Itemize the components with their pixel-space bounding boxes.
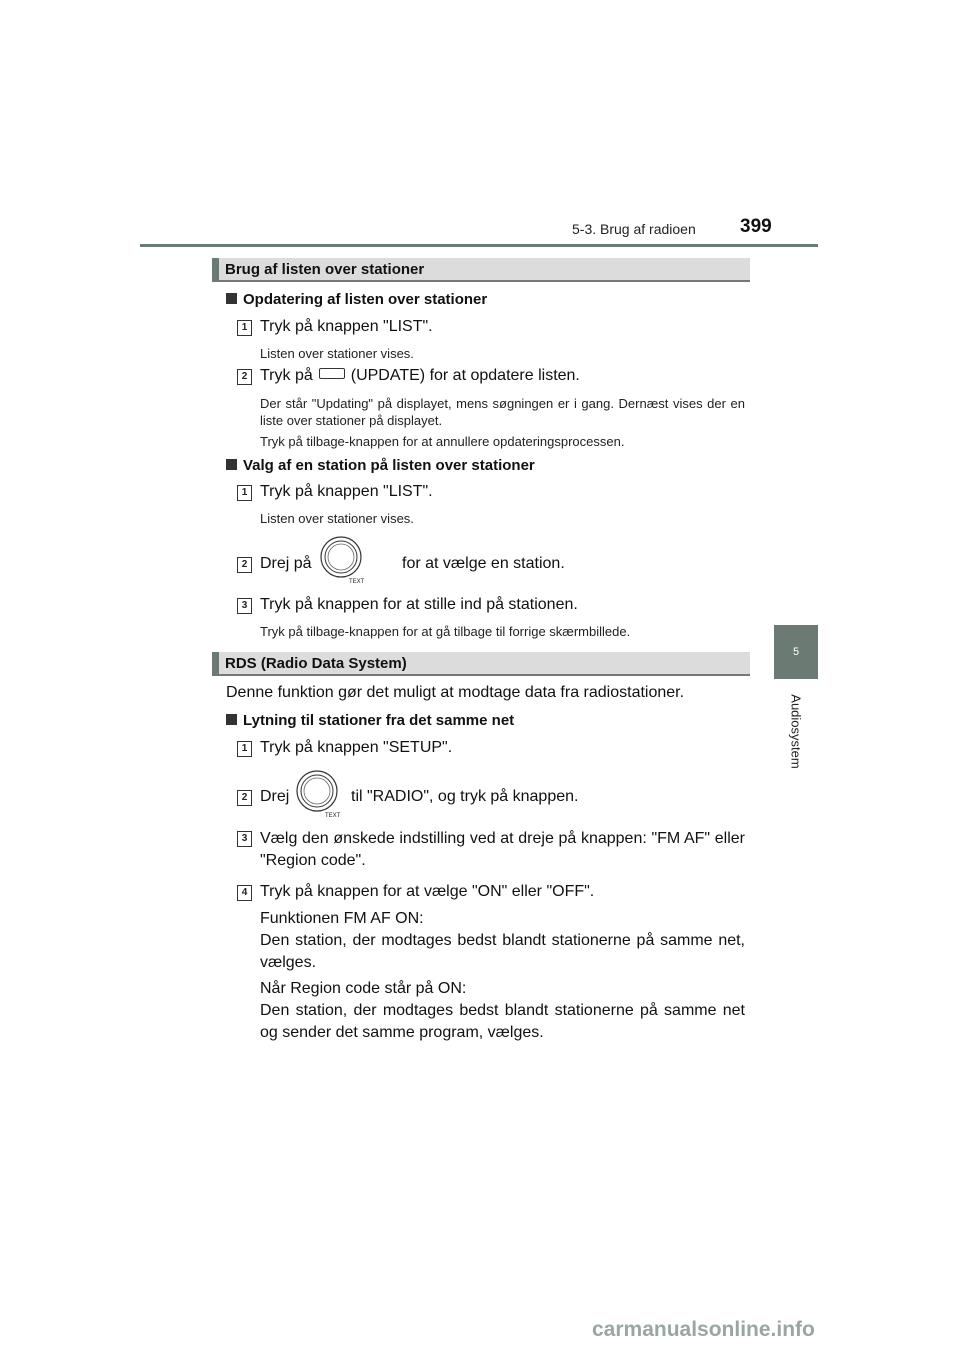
step-text: Tryk på knappen "SETUP". bbox=[260, 739, 453, 756]
step-number: 1 bbox=[237, 485, 252, 501]
step-text: Tryk på knappen for at vælge "ON" eller "OFF". bbox=[260, 883, 595, 900]
update-button-icon bbox=[319, 368, 345, 379]
result-label: Funktionen FM AF ON: bbox=[260, 910, 424, 927]
subsection-title: Opdatering af listen over stationer bbox=[243, 291, 488, 308]
step-number: 2 bbox=[237, 790, 252, 806]
step-number: 3 bbox=[237, 831, 252, 847]
section-intro: Denne funktion gør det muligt at modtage data fra radiostationer. bbox=[226, 684, 685, 701]
step-text-prefix: Drej på bbox=[260, 555, 312, 572]
chapter-tab: 5 bbox=[774, 625, 818, 679]
step-text-prefix: Drej bbox=[260, 788, 290, 805]
step-note: Listen over stationer vises. bbox=[260, 511, 414, 526]
result-label: Når Region code står på ON: bbox=[260, 980, 467, 997]
page-number: 399 bbox=[740, 216, 772, 237]
section-title-station-list: Brug af listen over stationer bbox=[212, 258, 750, 282]
step-text-prefix: Tryk på bbox=[260, 367, 313, 384]
square-bullet-icon bbox=[226, 459, 237, 470]
step-text: Vælg den ønskede indstilling ved at dreje på knappen: "FM AF" eller "Region code". bbox=[260, 830, 745, 869]
header-divider bbox=[140, 244, 818, 247]
watermark: carmanualsonline.info bbox=[592, 1318, 815, 1341]
subsection-select-station bbox=[226, 457, 535, 474]
step-note: Listen over stationer vises. bbox=[260, 346, 414, 361]
section-header: 5-3. Brug af radioen bbox=[572, 221, 696, 237]
step-text: Tryk på knappen "LIST". bbox=[260, 483, 433, 500]
step-text: Tryk på knappen "LIST". bbox=[260, 318, 433, 335]
step-note: Tryk på tilbage-knappen for at annullere opdateringsprocessen. bbox=[260, 434, 625, 449]
step-number: 4 bbox=[237, 885, 252, 901]
step-number: 3 bbox=[237, 598, 252, 614]
step-number: 1 bbox=[237, 741, 252, 757]
step-number: 2 bbox=[237, 557, 252, 573]
step-text bbox=[260, 367, 580, 385]
subsection-update-list bbox=[226, 291, 487, 308]
chapter-label-wrapper bbox=[760, 690, 820, 780]
step-text: Tryk på knappen for at stille ind på stationen. bbox=[260, 596, 578, 613]
knob-text-label: TEXT bbox=[325, 813, 341, 819]
knob-text-label: TEXT bbox=[349, 579, 365, 585]
result-text: Den station, der modtages bedst blandt stationerne på samme net og sender det samme program, vælges. bbox=[260, 1002, 745, 1041]
step-number: 1 bbox=[237, 320, 252, 336]
step-text-suffix: til "RADIO", og tryk på knappen. bbox=[351, 788, 579, 805]
tune-knob-icon bbox=[296, 770, 346, 820]
step-text-suffix: for at vælge en station. bbox=[402, 555, 565, 572]
chapter-label: Audiosystem bbox=[788, 694, 804, 769]
step-note: Der står "Updating" på displayet, mens søgningen er i gang. Dernæst vises der en liste over stationer på displayet. bbox=[260, 396, 745, 428]
subsection-title: Valg af en station på listen over stationer bbox=[243, 457, 535, 474]
square-bullet-icon bbox=[226, 714, 237, 725]
square-bullet-icon bbox=[226, 293, 237, 304]
step-note: Tryk på tilbage-knappen for at gå tilbage til forrige skærmbillede. bbox=[260, 624, 631, 639]
subsection-same-network bbox=[226, 712, 514, 729]
step-text-suffix: (UPDATE) for at opdatere listen. bbox=[350, 367, 580, 384]
subsection-title: Lytning til stationer fra det samme net bbox=[243, 712, 515, 729]
result-text: Den station, der modtages bedst blandt stationerne på samme net, vælges. bbox=[260, 932, 745, 971]
section-title-rds: RDS (Radio Data System) bbox=[212, 652, 750, 676]
step-number: 2 bbox=[237, 369, 252, 385]
tune-knob-icon bbox=[320, 536, 370, 586]
